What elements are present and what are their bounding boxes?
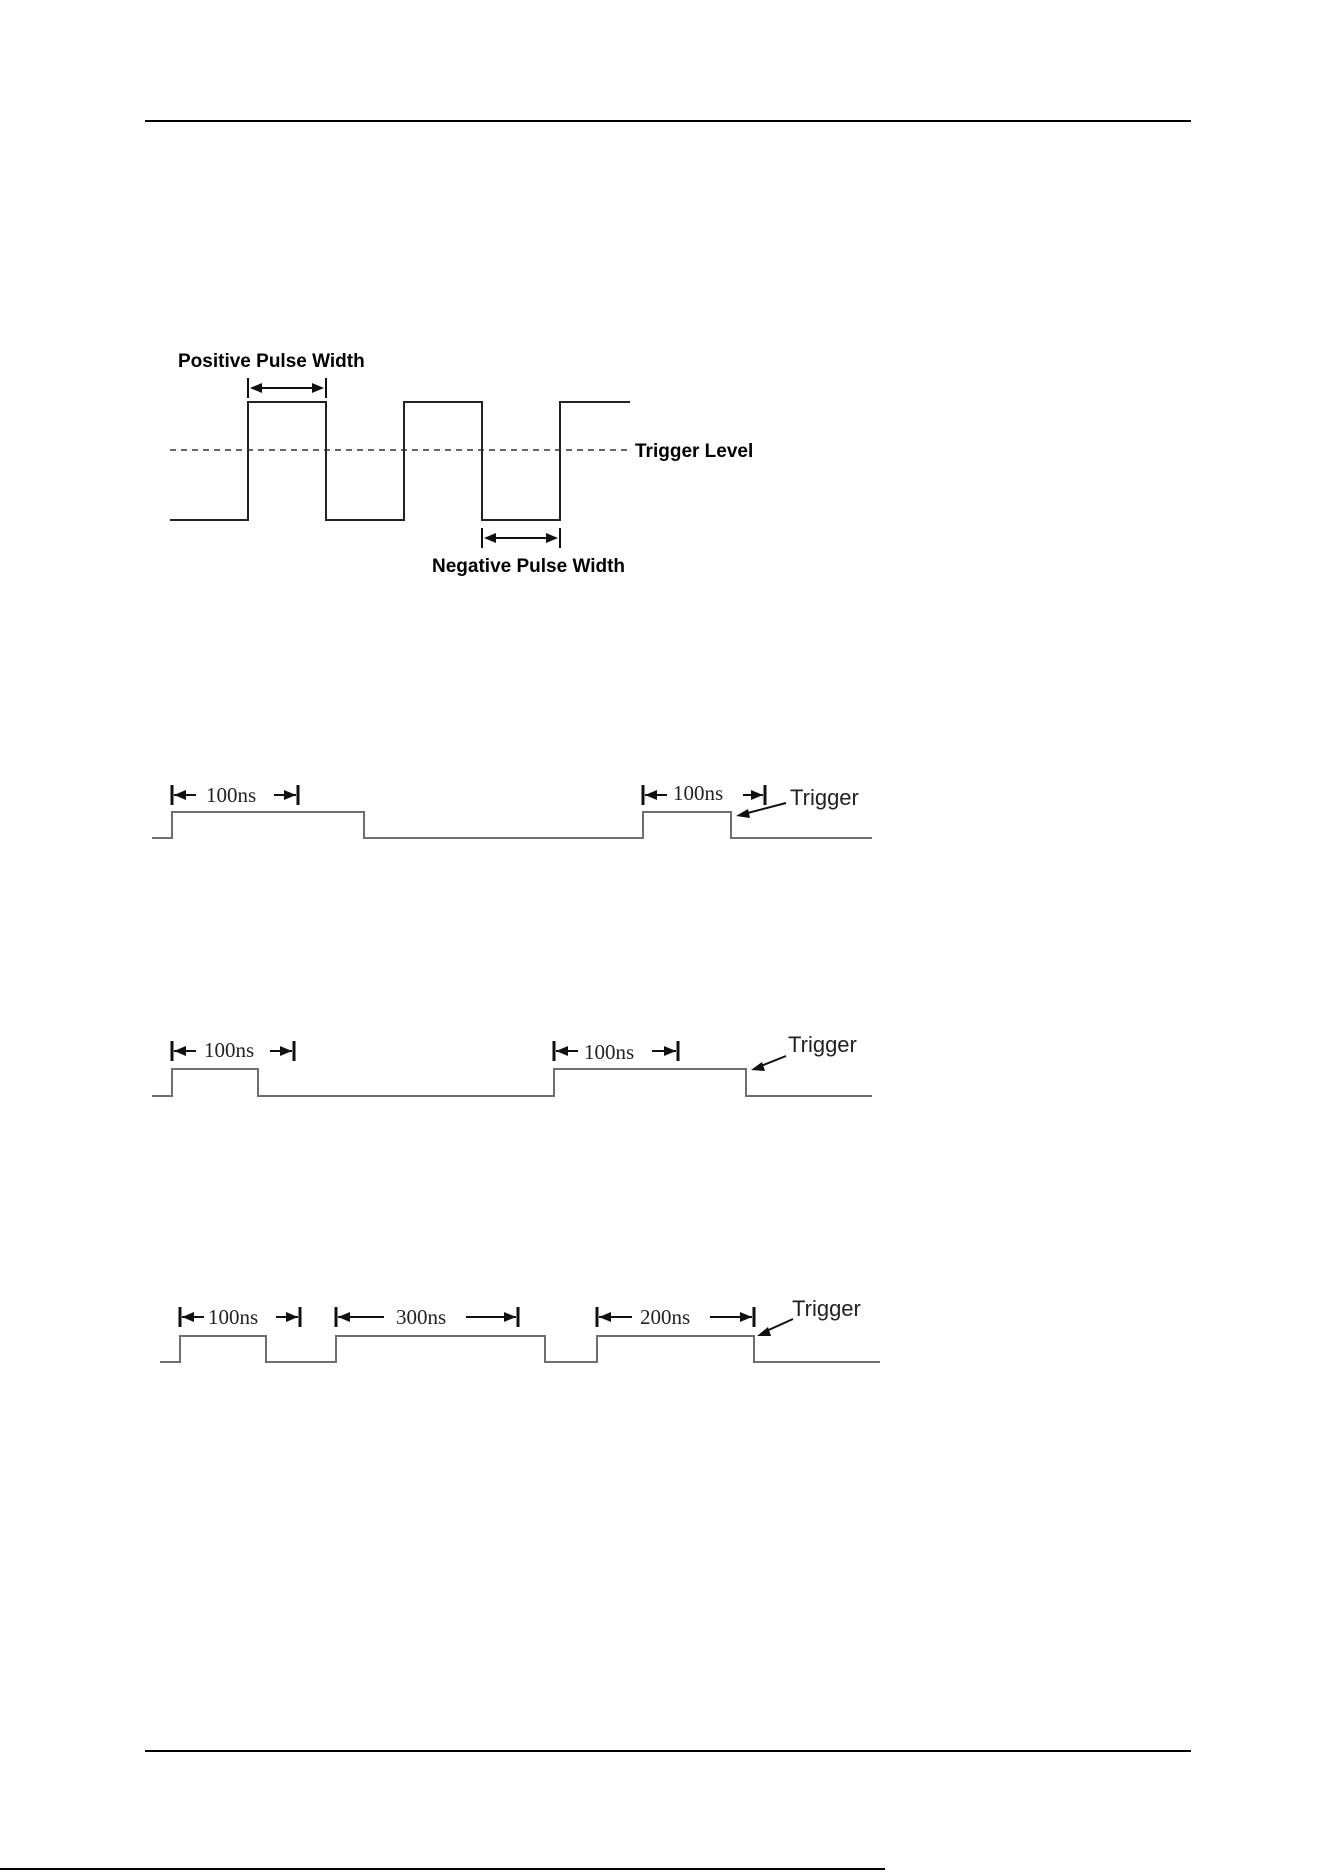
page-edge-rule bbox=[0, 1868, 885, 1870]
negative-pulse-width-label: Negative Pulse Width bbox=[432, 556, 626, 577]
trigger-3-span3-label: 200ns bbox=[640, 1305, 691, 1329]
trigger-2-label: Trigger bbox=[788, 1032, 857, 1057]
trigger-3-span1-label: 100ns bbox=[208, 1305, 259, 1329]
trigger-1-span2-label: 100ns bbox=[673, 781, 724, 805]
trigger-3-span2-arrow-right bbox=[504, 1312, 516, 1322]
trigger-3-span2-arrow-left bbox=[338, 1312, 350, 1322]
trigger-2-span1-label: 100ns bbox=[204, 1038, 255, 1062]
trigger-3-label: Trigger bbox=[792, 1296, 861, 1321]
trigger-3-span3-arrow-left bbox=[599, 1312, 611, 1322]
trigger-3-span1-arrow-right bbox=[286, 1312, 298, 1322]
footer-rule bbox=[145, 1750, 1191, 1752]
trigger-3-pointer-arrow bbox=[757, 1327, 771, 1336]
positive-pulse-width-label: Positive Pulse Width bbox=[178, 351, 365, 372]
trigger-3-span2-label: 300ns bbox=[396, 1305, 447, 1329]
trigger-3-waveform bbox=[160, 1336, 880, 1362]
trigger-1-span1-label: 100ns bbox=[206, 783, 257, 807]
trigger-3-span3-arrow-right bbox=[740, 1312, 752, 1322]
trigger-2-span2-label: 100ns bbox=[584, 1040, 635, 1064]
trigger-3-span1-arrow-left bbox=[182, 1312, 194, 1322]
trigger-1-label: Trigger bbox=[790, 785, 859, 810]
trigger-level-label: Trigger Level bbox=[635, 441, 754, 462]
